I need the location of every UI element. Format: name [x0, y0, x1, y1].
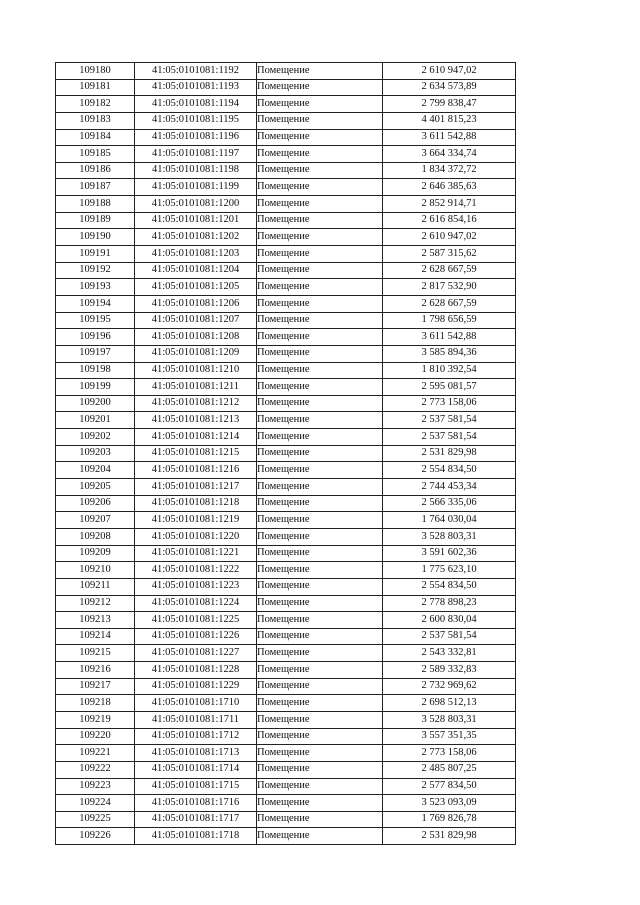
table-row [56, 162, 516, 179]
table-row [56, 545, 516, 562]
table-row [56, 811, 516, 828]
cadastral-number-cell: 41:05:0101081:1202 [135, 229, 257, 246]
cadastral-number-cell: 41:05:0101081:1205 [135, 279, 257, 296]
cadastral-value-cell: 3 611 542,88 [383, 329, 516, 346]
table-row [56, 828, 516, 845]
cadastral-value-cell: 2 773 158,06 [383, 745, 516, 762]
row-number-cell: 109198 [56, 362, 135, 379]
object-type-cell: Помещение [257, 795, 383, 812]
table-row [56, 112, 516, 129]
table-row [56, 778, 516, 795]
table-row [56, 212, 516, 229]
cadastral-number-cell: 41:05:0101081:1197 [135, 146, 257, 163]
cadastral-value-cell: 2 852 914,71 [383, 196, 516, 213]
cadastral-value-cell: 2 531 829,98 [383, 828, 516, 845]
object-type-cell: Помещение [257, 246, 383, 263]
table-row [56, 795, 516, 812]
object-type-cell: Помещение [257, 212, 383, 229]
object-type-cell: Помещение [257, 545, 383, 562]
table-row [56, 379, 516, 396]
object-type-cell: Помещение [257, 445, 383, 462]
cadastral-value-cell: 1 810 392,54 [383, 362, 516, 379]
table-row [56, 595, 516, 612]
object-type-cell: Помещение [257, 395, 383, 412]
row-number-cell: 109205 [56, 479, 135, 496]
cadastral-number-cell: 41:05:0101081:1203 [135, 246, 257, 263]
object-type-cell: Помещение [257, 645, 383, 662]
row-number-cell: 109220 [56, 728, 135, 745]
row-number-cell: 109189 [56, 212, 135, 229]
object-type-cell: Помещение [257, 79, 383, 96]
cadastral-value-cell: 2 610 947,02 [383, 63, 516, 80]
object-type-cell: Помещение [257, 162, 383, 179]
cadastral-number-cell: 41:05:0101081:1212 [135, 395, 257, 412]
object-type-cell: Помещение [257, 146, 383, 163]
cadastral-number-cell: 41:05:0101081:1227 [135, 645, 257, 662]
row-number-cell: 109190 [56, 229, 135, 246]
table-row [56, 745, 516, 762]
table-row [56, 329, 516, 346]
table-row [56, 429, 516, 446]
object-type-cell: Помещение [257, 112, 383, 129]
object-type-cell: Помещение [257, 728, 383, 745]
cadastral-value-cell: 2 634 573,89 [383, 79, 516, 96]
object-type-cell: Помещение [257, 279, 383, 296]
object-type-cell: Помещение [257, 429, 383, 446]
row-number-cell: 109221 [56, 745, 135, 762]
cadastral-value-table [55, 62, 516, 845]
row-number-cell: 109217 [56, 678, 135, 695]
table-row [56, 129, 516, 146]
row-number-cell: 109202 [56, 429, 135, 446]
row-number-cell: 109207 [56, 512, 135, 529]
table-row [56, 412, 516, 429]
object-type-cell: Помещение [257, 412, 383, 429]
cadastral-number-cell: 41:05:0101081:1218 [135, 495, 257, 512]
cadastral-number-cell: 41:05:0101081:1198 [135, 162, 257, 179]
cadastral-number-cell: 41:05:0101081:1714 [135, 761, 257, 778]
row-number-cell: 109206 [56, 495, 135, 512]
row-number-cell: 109218 [56, 695, 135, 712]
table-row [56, 578, 516, 595]
cadastral-number-cell: 41:05:0101081:1713 [135, 745, 257, 762]
cadastral-number-cell: 41:05:0101081:1718 [135, 828, 257, 845]
table-row [56, 645, 516, 662]
object-type-cell: Помещение [257, 196, 383, 213]
cadastral-number-cell: 41:05:0101081:1215 [135, 445, 257, 462]
table-row [56, 345, 516, 362]
cadastral-value-cell: 1 764 030,04 [383, 512, 516, 529]
row-number-cell: 109213 [56, 612, 135, 629]
object-type-cell: Помещение [257, 612, 383, 629]
row-number-cell: 109204 [56, 462, 135, 479]
row-number-cell: 109222 [56, 761, 135, 778]
cadastral-value-cell: 2 543 332,81 [383, 645, 516, 662]
object-type-cell: Помещение [257, 479, 383, 496]
cadastral-value-cell: 3 557 351,35 [383, 728, 516, 745]
cadastral-value-cell: 2 773 158,06 [383, 395, 516, 412]
object-type-cell: Помещение [257, 628, 383, 645]
table-row [56, 695, 516, 712]
table-body [56, 63, 516, 845]
cadastral-value-cell: 2 610 947,02 [383, 229, 516, 246]
cadastral-number-cell: 41:05:0101081:1207 [135, 312, 257, 329]
object-type-cell: Помещение [257, 778, 383, 795]
table-row [56, 146, 516, 163]
table-row [56, 562, 516, 579]
cadastral-number-cell: 41:05:0101081:1196 [135, 129, 257, 146]
table-row [56, 312, 516, 329]
object-type-cell: Помещение [257, 595, 383, 612]
row-number-cell: 109210 [56, 562, 135, 579]
object-type-cell: Помещение [257, 179, 383, 196]
row-number-cell: 109226 [56, 828, 135, 845]
object-type-cell: Помещение [257, 63, 383, 80]
cadastral-value-cell: 2 698 512,13 [383, 695, 516, 712]
row-number-cell: 109212 [56, 595, 135, 612]
table-row [56, 229, 516, 246]
object-type-cell: Помещение [257, 96, 383, 113]
table-row [56, 462, 516, 479]
cadastral-number-cell: 41:05:0101081:1710 [135, 695, 257, 712]
cadastral-value-cell: 2 600 830,04 [383, 612, 516, 629]
cadastral-number-cell: 41:05:0101081:1224 [135, 595, 257, 612]
row-number-cell: 109191 [56, 246, 135, 263]
row-number-cell: 109200 [56, 395, 135, 412]
row-number-cell: 109192 [56, 262, 135, 279]
table-row [56, 246, 516, 263]
cadastral-value-cell: 2 566 335,06 [383, 495, 516, 512]
row-number-cell: 109185 [56, 146, 135, 163]
row-number-cell: 109182 [56, 96, 135, 113]
cadastral-value-cell: 3 611 542,88 [383, 129, 516, 146]
cadastral-number-cell: 41:05:0101081:1219 [135, 512, 257, 529]
row-number-cell: 109196 [56, 329, 135, 346]
object-type-cell: Помещение [257, 578, 383, 595]
cadastral-number-cell: 41:05:0101081:1208 [135, 329, 257, 346]
cadastral-value-cell: 2 537 581,54 [383, 429, 516, 446]
cadastral-number-cell: 41:05:0101081:1216 [135, 462, 257, 479]
cadastral-value-cell: 2 537 581,54 [383, 412, 516, 429]
cadastral-value-cell: 3 523 093,09 [383, 795, 516, 812]
object-type-cell: Помещение [257, 678, 383, 695]
row-number-cell: 109183 [56, 112, 135, 129]
row-number-cell: 109184 [56, 129, 135, 146]
cadastral-number-cell: 41:05:0101081:1210 [135, 362, 257, 379]
object-type-cell: Помещение [257, 528, 383, 545]
row-number-cell: 109209 [56, 545, 135, 562]
row-number-cell: 109225 [56, 811, 135, 828]
cadastral-number-cell: 41:05:0101081:1195 [135, 112, 257, 129]
cadastral-number-cell: 41:05:0101081:1193 [135, 79, 257, 96]
table-row [56, 279, 516, 296]
object-type-cell: Помещение [257, 711, 383, 728]
row-number-cell: 109199 [56, 379, 135, 396]
cadastral-number-cell: 41:05:0101081:1712 [135, 728, 257, 745]
table-row [56, 761, 516, 778]
cadastral-value-cell: 2 595 081,57 [383, 379, 516, 396]
cadastral-value-cell: 2 744 453,34 [383, 479, 516, 496]
cadastral-value-cell: 2 778 898,23 [383, 595, 516, 612]
row-number-cell: 109186 [56, 162, 135, 179]
cadastral-value-cell: 2 485 807,25 [383, 761, 516, 778]
table-row [56, 662, 516, 679]
cadastral-number-cell: 41:05:0101081:1206 [135, 295, 257, 312]
cadastral-number-cell: 41:05:0101081:1226 [135, 628, 257, 645]
table-row [56, 678, 516, 695]
cadastral-value-cell: 2 577 834,50 [383, 778, 516, 795]
cadastral-value-cell: 3 664 334,74 [383, 146, 516, 163]
row-number-cell: 109193 [56, 279, 135, 296]
table-row [56, 528, 516, 545]
row-number-cell: 109215 [56, 645, 135, 662]
table-row [56, 612, 516, 629]
table-row [56, 495, 516, 512]
table-row [56, 512, 516, 529]
cadastral-number-cell: 41:05:0101081:1717 [135, 811, 257, 828]
cadastral-number-cell: 41:05:0101081:1192 [135, 63, 257, 80]
row-number-cell: 109208 [56, 528, 135, 545]
object-type-cell: Помещение [257, 512, 383, 529]
table-row [56, 79, 516, 96]
object-type-cell: Помещение [257, 562, 383, 579]
cadastral-value-cell: 2 732 969,62 [383, 678, 516, 695]
object-type-cell: Помещение [257, 129, 383, 146]
cadastral-value-cell: 2 646 385,63 [383, 179, 516, 196]
row-number-cell: 109224 [56, 795, 135, 812]
row-number-cell: 109214 [56, 628, 135, 645]
cadastral-number-cell: 41:05:0101081:1194 [135, 96, 257, 113]
object-type-cell: Помещение [257, 662, 383, 679]
cadastral-value-cell: 3 528 803,31 [383, 711, 516, 728]
cadastral-value-cell: 1 775 623,10 [383, 562, 516, 579]
cadastral-number-cell: 41:05:0101081:1229 [135, 678, 257, 695]
object-type-cell: Помещение [257, 345, 383, 362]
cadastral-number-cell: 41:05:0101081:1200 [135, 196, 257, 213]
object-type-cell: Помещение [257, 229, 383, 246]
cadastral-number-cell: 41:05:0101081:1220 [135, 528, 257, 545]
object-type-cell: Помещение [257, 495, 383, 512]
object-type-cell: Помещение [257, 312, 383, 329]
cadastral-value-cell: 1 769 826,78 [383, 811, 516, 828]
cadastral-value-cell: 2 616 854,16 [383, 212, 516, 229]
cadastral-value-cell: 1 798 656,59 [383, 312, 516, 329]
table-row [56, 179, 516, 196]
cadastral-value-cell: 1 834 372,72 [383, 162, 516, 179]
table-row [56, 96, 516, 113]
object-type-cell: Помещение [257, 295, 383, 312]
cadastral-number-cell: 41:05:0101081:1211 [135, 379, 257, 396]
cadastral-number-cell: 41:05:0101081:1209 [135, 345, 257, 362]
table-row [56, 479, 516, 496]
row-number-cell: 109188 [56, 196, 135, 213]
cadastral-number-cell: 41:05:0101081:1221 [135, 545, 257, 562]
row-number-cell: 109194 [56, 295, 135, 312]
row-number-cell: 109180 [56, 63, 135, 80]
row-number-cell: 109187 [56, 179, 135, 196]
cadastral-value-cell: 3 585 894,36 [383, 345, 516, 362]
cadastral-number-cell: 41:05:0101081:1213 [135, 412, 257, 429]
cadastral-number-cell: 41:05:0101081:1223 [135, 578, 257, 595]
cadastral-value-cell: 2 628 667,59 [383, 262, 516, 279]
object-type-cell: Помещение [257, 462, 383, 479]
cadastral-number-cell: 41:05:0101081:1201 [135, 212, 257, 229]
object-type-cell: Помещение [257, 362, 383, 379]
table-row [56, 395, 516, 412]
row-number-cell: 109195 [56, 312, 135, 329]
object-type-cell: Помещение [257, 695, 383, 712]
cadastral-number-cell: 41:05:0101081:1716 [135, 795, 257, 812]
cadastral-value-cell: 2 817 532,90 [383, 279, 516, 296]
cadastral-number-cell: 41:05:0101081:1214 [135, 429, 257, 446]
cadastral-value-cell: 2 628 667,59 [383, 295, 516, 312]
table-row [56, 295, 516, 312]
row-number-cell: 109219 [56, 711, 135, 728]
row-number-cell: 109223 [56, 778, 135, 795]
table-row [56, 628, 516, 645]
object-type-cell: Помещение [257, 828, 383, 845]
table-row [56, 728, 516, 745]
cadastral-value-cell: 2 554 834,50 [383, 462, 516, 479]
cadastral-value-cell: 2 531 829,98 [383, 445, 516, 462]
object-type-cell: Помещение [257, 329, 383, 346]
table-row [56, 445, 516, 462]
table-row [56, 262, 516, 279]
object-type-cell: Помещение [257, 262, 383, 279]
table-row [56, 63, 516, 80]
cadastral-number-cell: 41:05:0101081:1711 [135, 711, 257, 728]
cadastral-value-cell: 4 401 815,23 [383, 112, 516, 129]
object-type-cell: Помещение [257, 811, 383, 828]
cadastral-value-cell: 2 589 332,83 [383, 662, 516, 679]
object-type-cell: Помещение [257, 761, 383, 778]
cadastral-number-cell: 41:05:0101081:1204 [135, 262, 257, 279]
table-row [56, 196, 516, 213]
cadastral-number-cell: 41:05:0101081:1715 [135, 778, 257, 795]
row-number-cell: 109216 [56, 662, 135, 679]
cadastral-value-cell: 2 537 581,54 [383, 628, 516, 645]
row-number-cell: 109211 [56, 578, 135, 595]
cadastral-value-cell: 2 554 834,50 [383, 578, 516, 595]
cadastral-number-cell: 41:05:0101081:1222 [135, 562, 257, 579]
cadastral-value-cell: 2 799 838,47 [383, 96, 516, 113]
cadastral-number-cell: 41:05:0101081:1199 [135, 179, 257, 196]
row-number-cell: 109197 [56, 345, 135, 362]
row-number-cell: 109181 [56, 79, 135, 96]
cadastral-number-cell: 41:05:0101081:1228 [135, 662, 257, 679]
cadastral-number-cell: 41:05:0101081:1225 [135, 612, 257, 629]
object-type-cell: Помещение [257, 379, 383, 396]
cadastral-number-cell: 41:05:0101081:1217 [135, 479, 257, 496]
cadastral-value-cell: 3 528 803,31 [383, 528, 516, 545]
row-number-cell: 109203 [56, 445, 135, 462]
cadastral-value-cell: 3 591 602,36 [383, 545, 516, 562]
row-number-cell: 109201 [56, 412, 135, 429]
object-type-cell: Помещение [257, 745, 383, 762]
cadastral-value-cell: 2 587 315,62 [383, 246, 516, 263]
table-row [56, 711, 516, 728]
table-row [56, 362, 516, 379]
